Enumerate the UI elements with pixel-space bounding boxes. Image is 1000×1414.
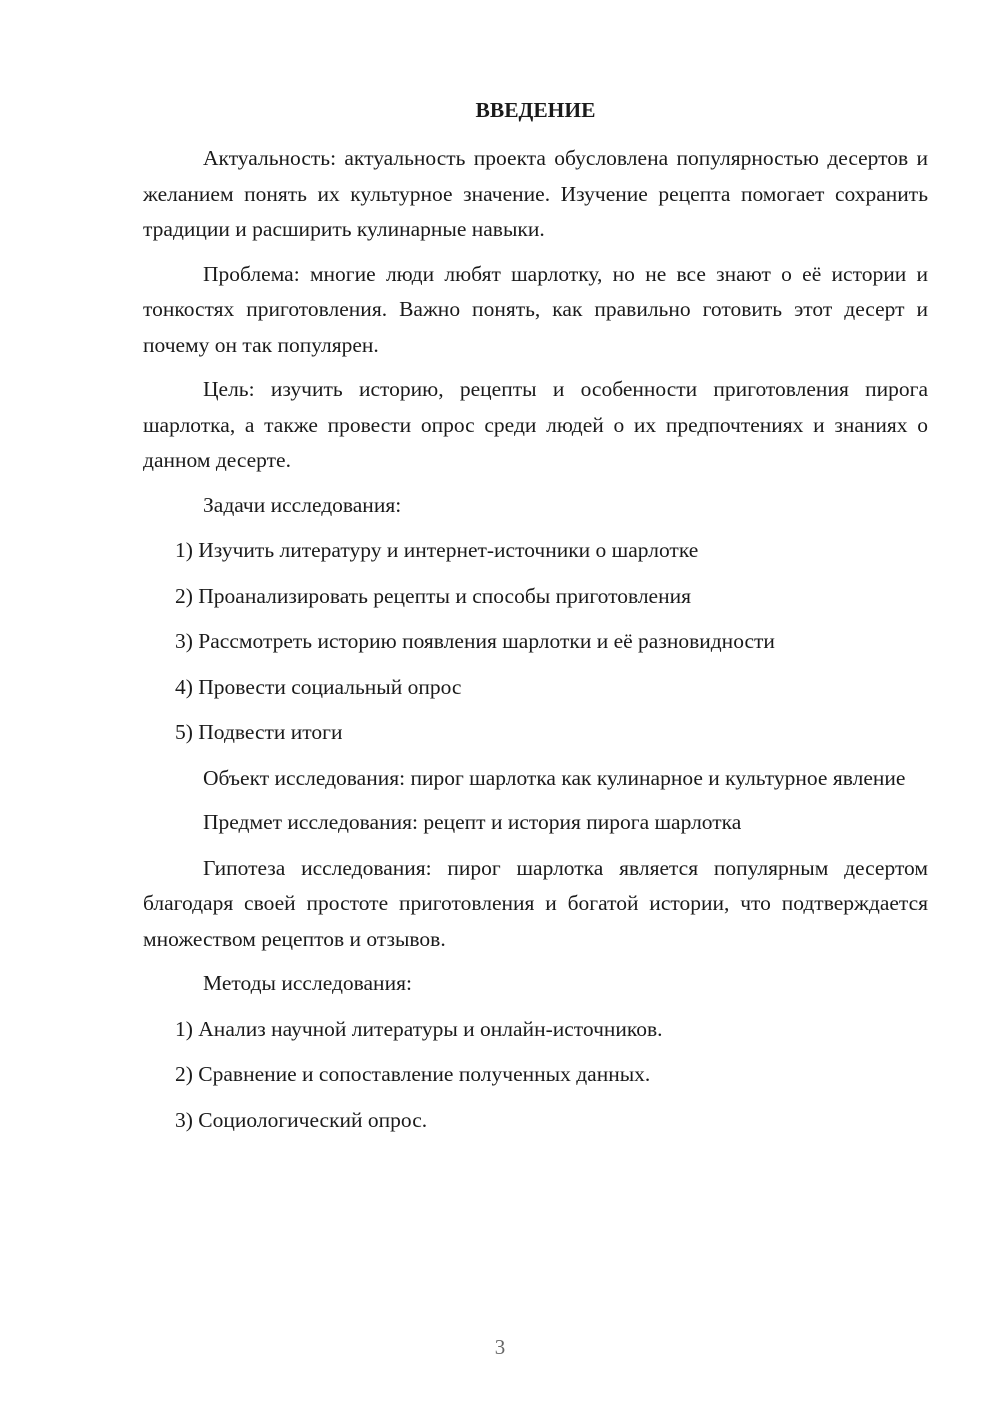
method-item: 2) Сравнение и сопоставление полученных данных.: [175, 1062, 651, 1086]
methods-heading: Методы исследования:: [203, 971, 412, 995]
task-item: 4) Провести социальный опрос: [175, 674, 462, 699]
goal-paragraph: Цель: изучить историю, рецепты и особенности приготовления пирога шарлотка, а также провести опрос среди людей о их предпочтениях и знаниях о данном десерте.: [143, 377, 928, 472]
method-item: 3) Социологический опрос.: [175, 1107, 428, 1132]
tasks-heading: Задачи исследования:: [203, 492, 402, 517]
task-item: 2) Проанализировать рецепты и способы приготовления: [175, 583, 691, 608]
document-page: [143, 93, 928, 1148]
hypothesis-paragraph: Гипотеза исследования: пирог шарлотка является популярным десертом благодаря своей простоте приготовления и богатой истории, что подтверждается множеством рецептов и отзывов.: [143, 855, 928, 951]
method-item: 1) Анализ научной литературы и онлайн-источников.: [175, 1016, 663, 1041]
subject-paragraph: Предмет исследования: рецепт и история пирога шарлотка: [203, 810, 742, 834]
object-paragraph: Объект исследования: пирог шарлотка как кулинарное и культурное явление: [203, 765, 906, 790]
task-item: 3) Рассмотреть историю появления шарлотки и её разновидности: [175, 629, 775, 653]
task-item: 5) Подвести итоги: [175, 720, 343, 744]
problem-paragraph: Проблема: многие люди любят шарлотку, но не все знают о её истории и тонкостях приготовления. Важно понять, как правильно готовить этот десерт и почему он так популярен.: [143, 261, 928, 357]
task-item: 1) Изучить литературу и интернет-источники о шарлотке: [175, 538, 699, 562]
section-title: ВВЕДЕНИЕ: [475, 98, 596, 122]
relevance-paragraph: Актуальность: актуальность проекта обусловлена популярностью десертов и желанием понять их культурное значение. Изучение рецепта помогает сохранить традиции и расширить кулинарные навыки.: [143, 146, 928, 241]
page-number: 3: [494, 1335, 506, 1359]
